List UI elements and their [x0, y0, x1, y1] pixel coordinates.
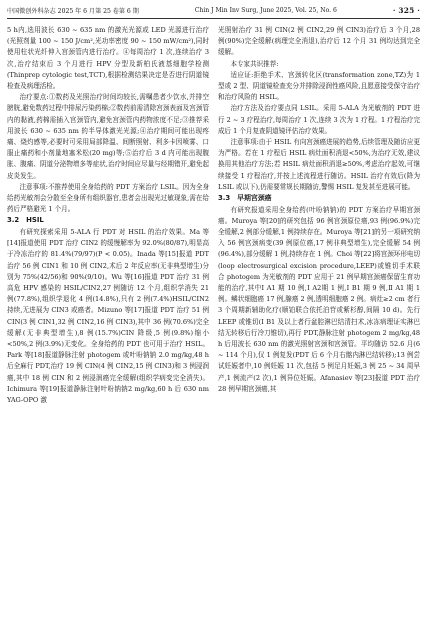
left-column — [7, 25, 209, 406]
right-column — [218, 25, 420, 395]
running-header — [7, 3, 420, 17]
paragraph: 适应证:拒绝手术、宫颈转化区(transformation zone,TZ)为 1 型或 2 型、阴道镜检查充分并排除浸润性癌风险,且愿意接受保守治疗和治疗风险的 HSIL。 — [218, 70, 420, 102]
journal-title-en: Chin J Min Inv Surg, June 2025, Vol. 25, No. 6 — [194, 6, 337, 14]
section-heading: 3.3 早期宫颈癌 — [218, 194, 272, 203]
paragraph: 治疗方法及治疗要点同 LSIL。采用 5-ALA 为光敏剂的 PDT 进行 2 ~ 3 疗程治疗,每周治疗 1 次,连续 3 次为 1 疗程。1 疗程治疗完成后 1 个月复查阴道镜评估治疗效果。 — [218, 104, 420, 135]
header-rule — [7, 18, 420, 19]
section-heading: 3.2 HSIL — [7, 216, 44, 225]
page-number: · 325 · — [392, 5, 420, 15]
paragraph: 注意事项:由于 HSIL 有向宫颈癌进展的趋势,后续管理及随访应更为严格。若在 1 疗程后 HSIL 病灶面积消退<50%,为治疗无效,建议换用其他治疗方法;若 HSIL 病灶面积消退≥50%,考虑治疗起效,可继续接受 1 疗程治疗,并按上述流程进行随访。HSIL 治疗有效后(降为 LSIL 或以下),仍需要常规长期随访,警惕 HSIL 复发甚至进展可能。 — [218, 138, 420, 191]
paragraph: 注意事项:不推荐使用全身给药的 PDT 方案治疗 LSIL。因为全身给药光敏剂会分散至全身所有组织器官,患者会出现光过敏现象,需在给药后严格避光 1 个月。 — [7, 182, 209, 214]
paragraph: 有研究探索采用 5-ALA 行 PDT 对 HSIL 的治疗效果。Ma 等[14]报道使用 PDT 治疗 CIN2 的缓慢解率为 92.0%(80/87),明显高于冷冻治疗的 81.4%(79/97)(P < 0.05)。Inada 等[15]报道 PDT 治疗 56 例 CIN1 和 10 例 CIN2,术后 2 年反应率(无非典型增生)分别为 75%(42/56)和 90%(9/10)。Wu 等[16]报道 PDT 治疗 31 例高危 HPV 感染的 HSIL/CIN2,27 例随访 12 个月,组织学消失 21 例(77.8%),组织学退化 4 例(14.8%),只有 2 例(7.4%)HSIL/CIN2 持续,无进展为 CIN3 或癌者。Mizuno 等[17]报道 PDT 治疗 51 例 CIN(3 例 CIN1,32 例 CIN2,16 例 CIN3),其中 36 例(70.6%)完全缓解(无非典型增生),8 例(15.7%)CIN 降级,5 例(9.8%)缩小<50%,2 例(3.9%)无变化。全身给药的 PDT 也可用于治疗 HSIL。Park 等[18]报道静脉注射 photogem 或叶吩钠钠 2.0 mg/kg,48 h 后全麻行 PDT,治疗 19 例 CIN(4 例 CIN2,15 例 CIN3)和 3 例浸润癌,其中 18 例 CIN 和 2 例浸润癌完全缓解(组织学病变完全消失)。Ichimura 等[19]报道静脉注射叶吩钠钠2 mg/kg,60 h 后 630 nm YAG-OPO 激 — [7, 227, 209, 404]
paragraph: 5 h内,选用波长 630 ~ 635 nm 的激光光源或 LED 光源进行治疗(光照剂量 100 ~ 150 J/cm²,光功率密度 90 ~ 150 mW/cm²),同时使用柱状光纤伸入宫颈管内进行治疗。④每周治疗 1 次,连续治疗 3 次,治疗结束后 3 个月进行 HPV 分型及新柏氏液基细胞学检测(Thinprep cytologic test,TCT),根据检测结果决定是否进行阴道镜检查及病理活检。 — [7, 26, 209, 91]
paragraph: 本专家共识推荐: — [230, 59, 279, 68]
paragraph: 有研究报道采用全身给药(叶吩钠钠)的 PDT 方案治疗早期宫颈癌。Muroya 等[20]的研究包括 96 例宫颈原位癌,93 例(96.9%)完全缓解,2 例部分缓解,1 例持续存在。Muroya 等[21]的另一项研究纳入 56 例宫颈病变(39 例原位癌,17 例非典型增生),完全缓解 54 例(96.4%),部分缓解 1 例,持续存在 1 例。Choi 等[22]将宫颈环形电切(loop electrosurgical excision procedure,LEEP)或锥切手术联合 photogem 为光敏剂的 PDT 应用于 21 例早期宫颈癌保留生育功能的治疗,其中Ⅰ A1 期 10 例,Ⅰ A2期 1 例,Ⅰ B1 期 9 例,Ⅱ A1 期 1 例。鳞状细胞癌 17 例,腺癌 2 例,透明细胞癌 2 例。病灶≥2 cm 者行 3 个周期新辅助化疗(顺铂联合依托泊苷或紫杉醇,间隔 10 d)。先行 LEEP 或锥切(Ⅰ B1 及以上者行盆腔淋巴结清扫术,冰冻病理证实淋巴结无转移后行冷刀锥切),再行 PDT,静脉注射 photogem 2 mg/kg,48 h 后用波长 630 nm 的激光照射宫颈和宫颈管。平均随访 52.6 月(6 ~ 114 个月),仅 1 例复发(PDT 后 6 个月右髂内淋巴结转移);13 例尝试妊娠者中,10 例妊娠 11 次,包括 5 例足月妊娠,3 例 25 ~ 34 周早产,1 例流产(2 次),1 例异位妊娠。Afanasiev 等[23]报道 PDT 治疗 28 例早期宫颈癌,其 — [218, 205, 420, 393]
paragraph: 光照射治疗 31 例 CIN(2 例 CIN2,29 例 CIN3)治疗后 3 个月,28 例(90%)完全缓解(病理完全消退),治疗后 12 个月 31 例均达到完全缓解。 — [218, 26, 420, 57]
journal-title-cn: 中国微创外科杂志 2025 年 6 月第 25 卷第 6 期 — [7, 7, 139, 15]
paragraph: 治疗要点:①数药及光照治疗时间均较长,需嘱患者少饮水,并排空膀胱,避免数药过程中排尿污染药棉;②数药前需清除宫颈表面及宫颈管内的黏液,药棉需插入宫颈管内,避免宫颈管内药物浓度不足;③推荐采用波长 630 ~ 635 nm 的半导体激光光源;④治疗期间可能出现疼痛、烧灼感等,必要时可采用局部降温、间断照射、利多卡因喷雾、口服止痛药和小剂量地塞米松(20 mg)等;⑤治疗后 3 d 内可能出现腹胀、腹痛、阴道分泌物增多等症状,治疗时间应尽量与经期错开,避免起皮炎发生。 — [7, 93, 209, 180]
